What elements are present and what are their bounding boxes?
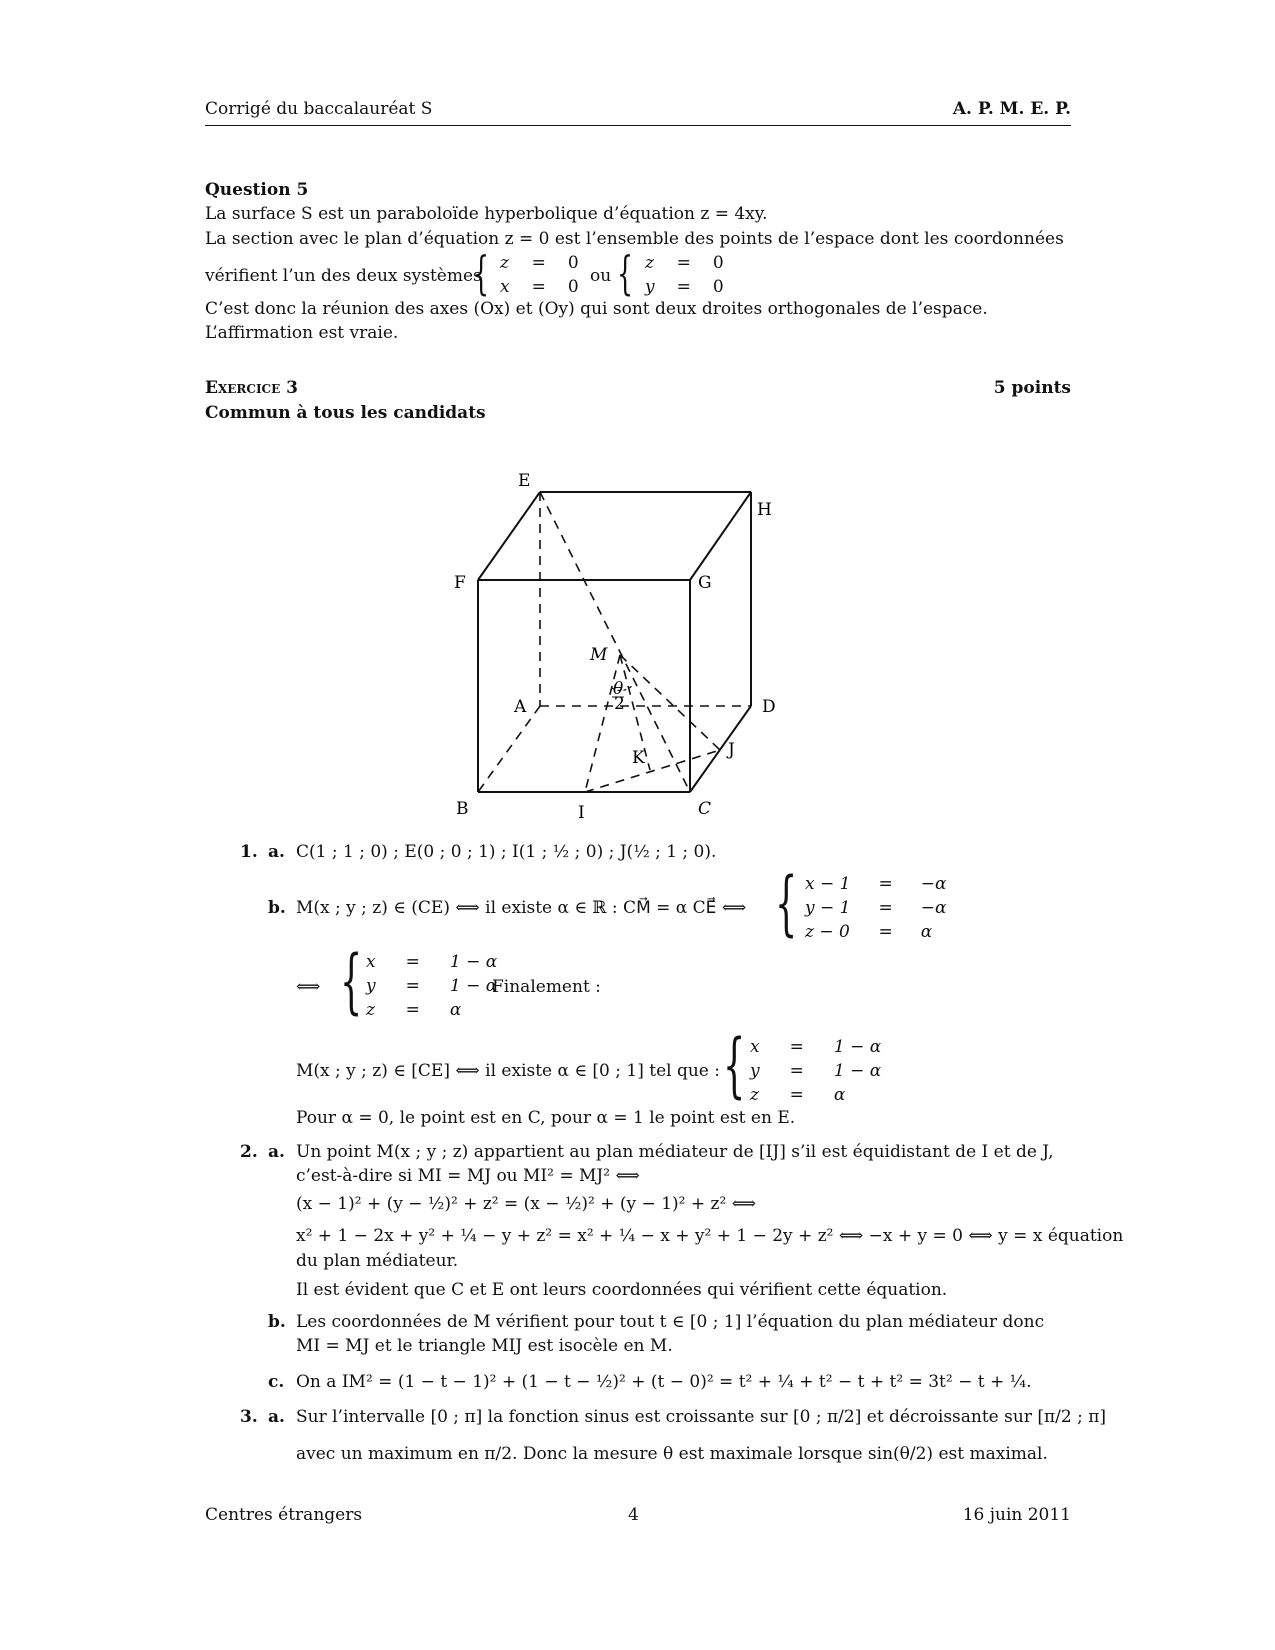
q1-num: 1. bbox=[240, 842, 258, 862]
system-2: x = 1 − α y = 1 − α z = α bbox=[366, 952, 498, 1020]
brace-left-a: { bbox=[473, 246, 490, 300]
label-A: A bbox=[514, 697, 527, 717]
q1-pour-text: Pour α = 0, le point est en C, pour α = 1 le point est en E. bbox=[296, 1108, 796, 1128]
label-K: K bbox=[632, 748, 645, 768]
q2-a-line4: x² + 1 − 2x + y² + ¼ − y + z² = x² + ¼ − x + y² + 1 − 2y + z² ⟺ −x + y = 0 ⟺ y = x équation bbox=[296, 1226, 1124, 1246]
question5-line4: C’est donc la réunion des axes (Ox) et (Oy) qui sont deux droites orthogonales de l’espace. bbox=[205, 299, 988, 319]
q2-a-line6: Il est évident que C et E ont leurs coordonnées qui vérifient cette équation. bbox=[296, 1280, 948, 1300]
label-G: G bbox=[698, 573, 712, 593]
q2-b-label: b. bbox=[268, 1312, 286, 1332]
brace-sys1: { bbox=[775, 862, 798, 944]
q1-b-text: M(x ; y ; z) ∈ (CE) ⟺ il existe α ∈ ℝ : CM⃗ = α CE⃗ ⟺ bbox=[296, 898, 747, 918]
label-I: I bbox=[578, 803, 585, 823]
exercise-points: 5 points bbox=[993, 378, 1071, 398]
finalement-text: Finalement : bbox=[492, 977, 601, 997]
question5-line1: La surface S est un paraboloïde hyperbolique d’équation z = 4xy. bbox=[205, 204, 768, 224]
brace-left-b: { bbox=[617, 246, 634, 300]
q2-a-line3: (x − 1)² + (y − ½)² + z² = (x − ½)² + (y − 1)² + z² ⟺ bbox=[296, 1194, 757, 1214]
q1-seg-text: M(x ; y ; z) ∈ [CE] ⟺ il existe α ∈ [0 ; 1] tel que : bbox=[296, 1061, 720, 1081]
line-EC bbox=[540, 492, 690, 792]
header-left: Corrigé du baccalauréat S bbox=[205, 99, 433, 119]
q2-b-line2: MI = MJ et le triangle MIJ est isocèle en M. bbox=[296, 1336, 673, 1356]
exercise-subtitle: Commun à tous les candidats bbox=[205, 403, 486, 423]
q2-a-line5: du plan médiateur. bbox=[296, 1251, 459, 1271]
q3-num: 3. bbox=[240, 1407, 258, 1427]
label-M: M bbox=[590, 645, 608, 665]
footer-page-number: 4 bbox=[628, 1505, 639, 1525]
q2-c-label: c. bbox=[268, 1372, 285, 1392]
q3-a-line1: Sur l’intervalle [0 ; π] la fonction sinus est croissante sur [0 ; π/2] et décroissante sur [π/2 ; π] bbox=[296, 1407, 1107, 1427]
label-C: C bbox=[698, 799, 712, 819]
q3-a-line2: avec un maximum en π/2. Donc la mesure θ est maximale lorsque sin(θ/2) est maximal. bbox=[296, 1444, 1048, 1464]
label-B: B bbox=[456, 799, 469, 819]
q2-b-line1: Les coordonnées de M vérifient pour tout t ∈ [0 ; 1] l’équation du plan médiateur donc bbox=[296, 1312, 1045, 1332]
q2-a-line1: Un point M(x ; y ; z) appartient au plan médiateur de [IJ] s’il est équidistant de I et de J, bbox=[296, 1142, 1054, 1162]
label-F: F bbox=[454, 573, 466, 593]
label-J: J bbox=[728, 740, 735, 760]
line-MJ bbox=[620, 655, 720, 750]
system-3: x = 1 − α y = 1 − α z = α bbox=[750, 1037, 882, 1105]
label-theta: θ bbox=[613, 679, 624, 699]
question5-title: Question 5 bbox=[205, 180, 309, 200]
label-D: D bbox=[762, 697, 776, 717]
label-H: H bbox=[757, 500, 772, 520]
question5-line3-prefix: vérifient l’un des deux systèmes bbox=[205, 266, 482, 286]
brace-sys2: { bbox=[340, 940, 363, 1022]
q2-a-label: a. bbox=[268, 1142, 285, 1162]
exercise-title: Exercice 3 bbox=[205, 378, 298, 398]
line-IJ bbox=[585, 750, 720, 792]
q3-a-label: a. bbox=[268, 1407, 285, 1427]
q2-c-line1: On a IM² = (1 − t − 1)² + (1 − t − ½)² + (t − 0)² = t² + ¼ + t² − t + t² = 3t² − t + ¼. bbox=[296, 1372, 1032, 1392]
brace-sys3: { bbox=[723, 1024, 746, 1106]
q2-num: 2. bbox=[240, 1142, 258, 1162]
question5-line2: La section avec le plan d’équation z = 0 est l’ensemble des points de l’espace dont les coordonnées bbox=[205, 229, 1064, 249]
system-1: x − 1 = −α y − 1 = −α z − 0 = α bbox=[805, 874, 947, 942]
q2-a-line2: c’est-à-dire si MI = MJ ou MI² = MJ² ⟺ bbox=[296, 1166, 640, 1186]
q1-a-text: C(1 ; 1 ; 0) ; E(0 ; 0 ; 1) ; I(1 ; ½ ; 0) ; J(½ ; 1 ; 0). bbox=[296, 842, 717, 862]
question5-line5: L’affirmation est vraie. bbox=[205, 323, 399, 343]
edge-AB bbox=[478, 706, 540, 792]
q1-a-label: a. bbox=[268, 842, 285, 862]
edge-GH bbox=[690, 492, 751, 580]
label-E: E bbox=[518, 471, 531, 491]
footer-left: Centres étrangers bbox=[205, 1505, 363, 1525]
system-b: z = 0 y = 0 bbox=[645, 253, 724, 297]
ou-text: ou bbox=[590, 266, 612, 286]
header-right: A. P. M. E. P. bbox=[952, 99, 1071, 119]
system-a: z = 0 x = 0 bbox=[500, 253, 579, 297]
footer-right: 16 juin 2011 bbox=[962, 1505, 1071, 1525]
line-MI bbox=[585, 655, 620, 792]
edge-FE bbox=[478, 492, 540, 580]
label-two: 2 bbox=[614, 694, 625, 714]
edge-CD bbox=[690, 706, 751, 792]
iff-symbol: ⟺ bbox=[296, 977, 321, 997]
q1-b-label: b. bbox=[268, 898, 286, 918]
